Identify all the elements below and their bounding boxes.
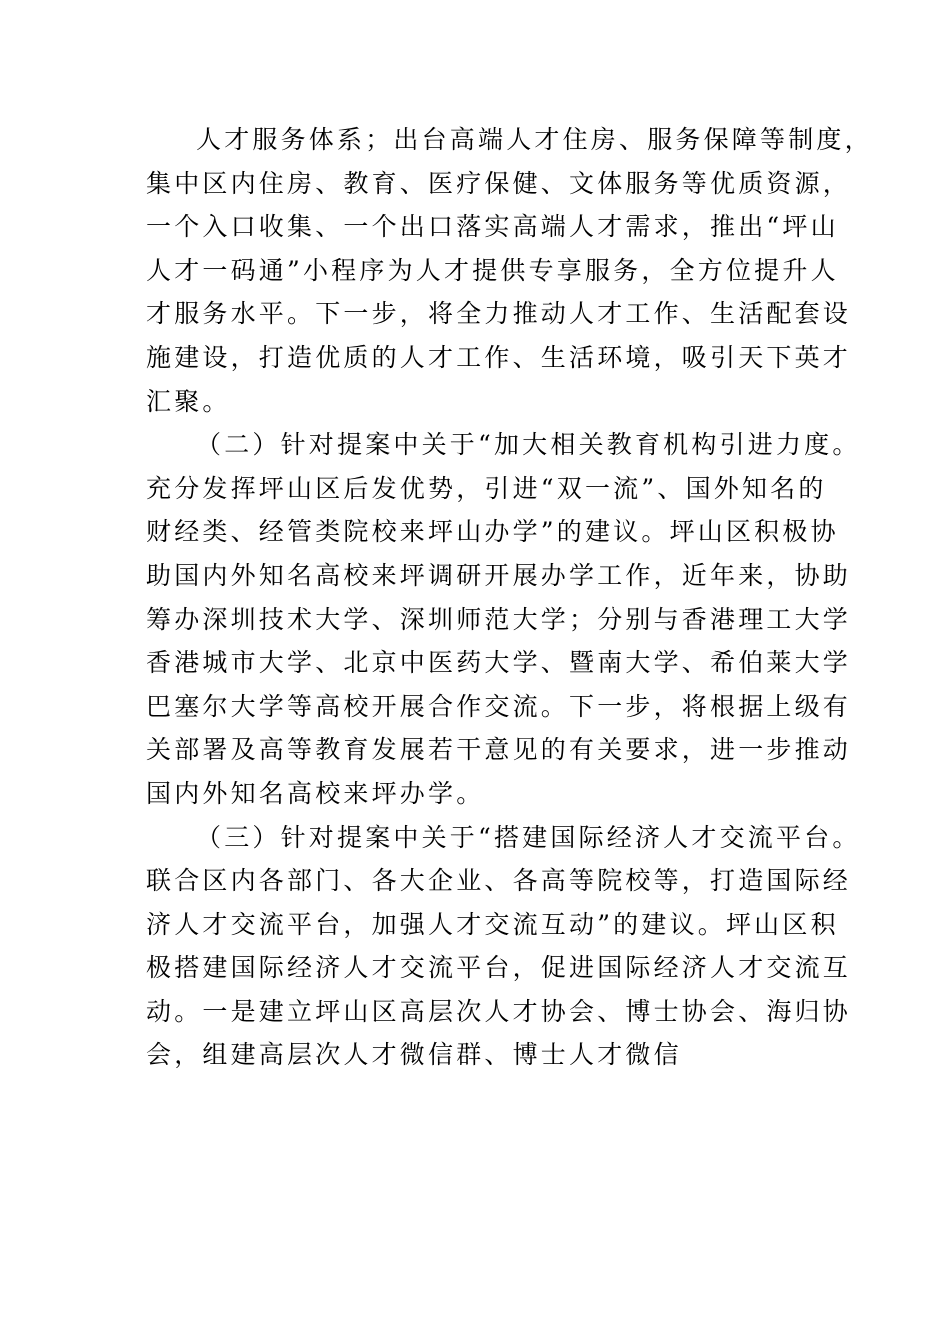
text-line: 汇聚。 — [146, 386, 231, 416]
text-line: 才服务水平。下一步，将全力推动人才工作、生活配套设 — [146, 299, 852, 329]
text-line: 财经类、经管类院校来坪山办学”的建议。坪山区积极协 — [146, 517, 839, 547]
text-line: 筹办深圳技术大学、深圳师范大学；分别与香港理工大学 — [146, 604, 852, 634]
text-line: 一个入口收集、一个出口落实高端人才需求，推出“坪山 — [146, 212, 839, 242]
text-line: 动。一是建立坪山区高层次人才协会、博士协会、海归协 — [146, 996, 852, 1026]
text-line: 人才服务体系；出台高端人才住房、服务保障等制度， — [196, 125, 873, 154]
text-line: 助国内外知名高校来坪调研开展办学工作，近年来，协助 — [146, 560, 852, 590]
text-line: 联合区内各部门、各大企业、各高等院校等，打造国际经 — [146, 866, 852, 896]
text-line: 巴塞尔大学等高校开展合作交流。下一步，将根据上级有 — [146, 691, 852, 721]
text-line: 集中区内住房、教育、医疗保健、文体服务等优质资源， — [146, 168, 852, 198]
text-line: 人才一码通”小程序为人才提供专享服务，全方位提升人 — [146, 255, 839, 285]
paragraph-start-line: （二）针对提案中关于“加大相关教育机构引进力度。 — [196, 430, 861, 460]
text-line: 会，组建高层次人才微信群、博士人才微信 — [146, 1040, 682, 1070]
text-line: 香港城市大学、北京中医药大学、暨南大学、希伯莱大学 — [146, 648, 852, 678]
paragraph-start-line: （三）针对提案中关于“搭建国际经济人才交流平台。 — [196, 822, 861, 852]
text-line: 国内外知名高校来坪办学。 — [146, 778, 485, 808]
document-body — [146, 118, 873, 1077]
text-line: 充分发挥坪山区后发优势，引进“双一流”、国外知名的 — [146, 473, 827, 503]
text-line: 极搭建国际经济人才交流平台，促进国际经济人才交流互 — [146, 953, 852, 983]
text-line: 关部署及高等教育发展若干意见的有关要求，进一步推动 — [146, 735, 852, 765]
text-line: 施建设，打造优质的人才工作、生活环境，吸引天下英才 — [146, 342, 852, 372]
text-line: 济人才交流平台，加强人才交流互动”的建议。坪山区积 — [146, 909, 839, 939]
